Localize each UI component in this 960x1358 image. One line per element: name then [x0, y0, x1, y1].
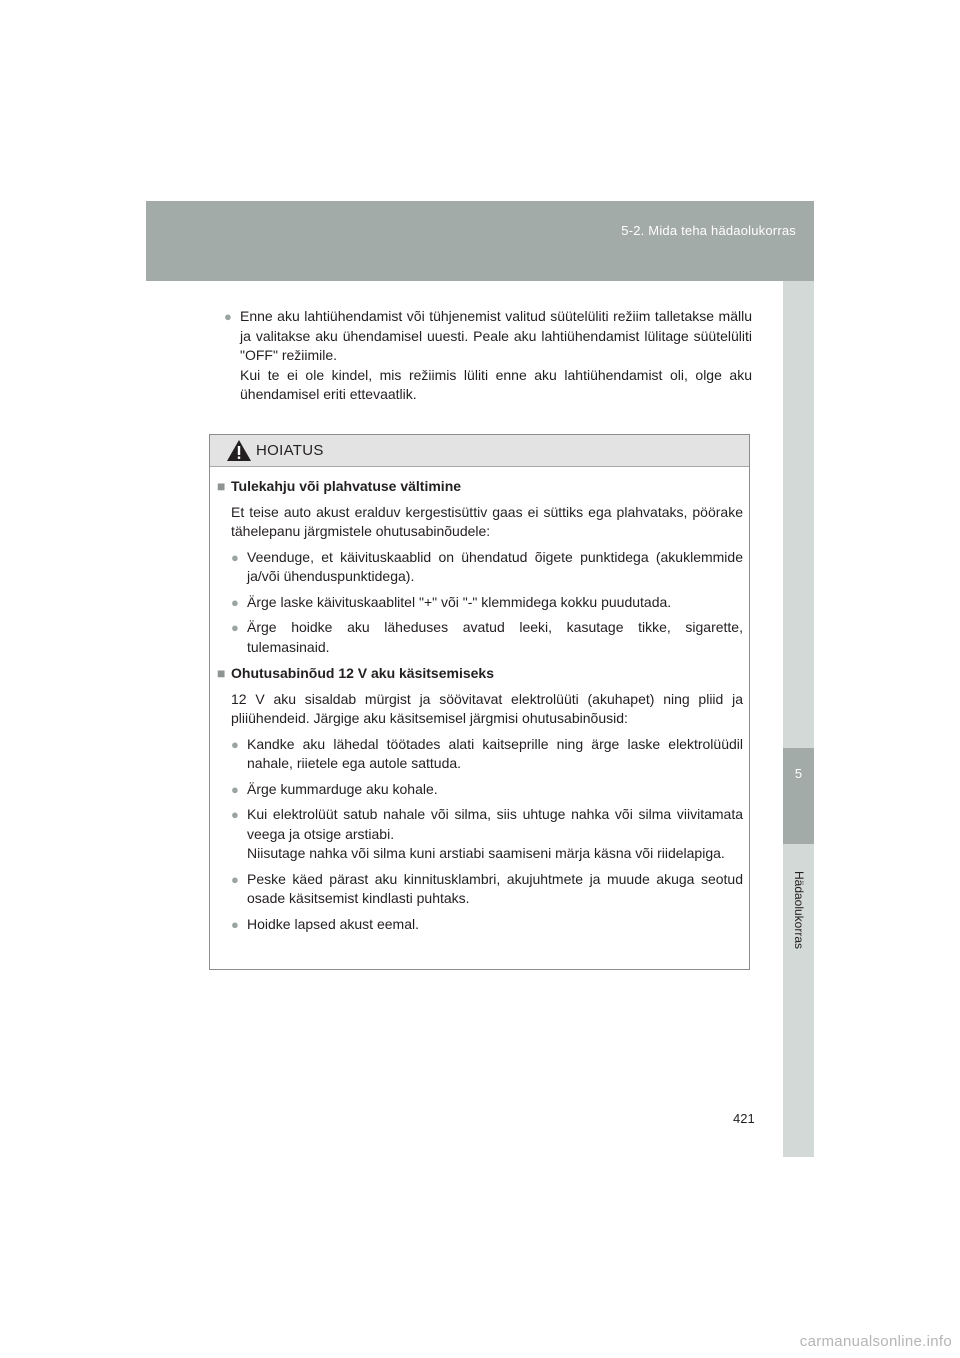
- list-item: ● Kui elektrolüüt satub nahale või silma, siis uhtuge nahka või silma viivitamata veega ja otsige arstiabi. Niisutage nahka või silma kuni arstiabi saamiseni märja käsna või riidelapiga.: [217, 805, 743, 864]
- warning-section-fire: [217, 477, 743, 657]
- square-bullet-icon: ■: [217, 478, 226, 494]
- warning-body: [210, 467, 749, 934]
- intro-note: [224, 307, 752, 405]
- square-bullet-icon: ■: [217, 665, 226, 681]
- section-heading: Ohutusabinõud 12 V aku käsitsemiseks: [231, 665, 494, 681]
- list-item: ● Veenduge, et käivituskaablid on ühendatud õigete punktidega (akuklemmide ja/või ühenduspunktidega).: [217, 548, 743, 587]
- section-intro: Et teise auto akust eralduv kergestisüttiv gaas ei süttiks ega plahvataks, pöörake tähelepanu järgmistele ohutusabinõudele:: [231, 503, 743, 539]
- list-item: ● Ärge laske käivituskaablitel "+" või "-" klemmidega kokku puudutada.: [217, 593, 743, 613]
- section-intro: 12 V aku sisaldab mürgist ja söövitavat elektrolüüti (akuhapet) ning pliid ja pliiühendeid. Järgige aku käsitsemisel järgmisi ohutusabinõusid:: [231, 690, 743, 726]
- chapter-title: [783, 855, 814, 965]
- intro-text: Enne aku lahtiühendamist või tühjenemist valitud süütelüliti režiim talletakse mällu ja valitakse aku ühendamisel uuesti. Peale aku lahtiühendamist lülitage süütelüliti "OFF" režiimile.: [240, 308, 752, 363]
- chapter-tab: [783, 748, 814, 844]
- intro-bullet: [224, 307, 752, 405]
- intro-text-2: Kui te ei ole kindel, mis režiimis lüliti enne aku lahtiühendamist oli, olge aku ühendamisel eriti ettevaatlik.: [240, 366, 752, 402]
- warning-box: [209, 434, 750, 970]
- warning-header: [210, 435, 749, 467]
- section-title: 5-2. Mida teha hädaolukorras: [621, 223, 796, 238]
- circle-bullet-icon: ●: [231, 871, 239, 887]
- chapter-title-text: Hädaolukorras: [791, 870, 806, 950]
- circle-bullet-icon: ●: [231, 594, 239, 610]
- circle-bullet-icon: ●: [224, 309, 232, 324]
- warning-label: HOIATUS: [256, 442, 324, 459]
- list-item: ● Peske käed pärast aku kinnitusklambri, akujuhtmete ja muude akuga seotud osade käsitsemist kindlasti puhtaks.: [217, 870, 743, 909]
- circle-bullet-icon: ●: [231, 807, 239, 822]
- warning-triangle-icon: [226, 439, 252, 462]
- circle-bullet-icon: ●: [231, 620, 239, 635]
- header-band: [146, 201, 814, 281]
- section-heading: Tulekahju või plahvatuse vältimine: [231, 478, 462, 494]
- circle-bullet-icon: ●: [231, 549, 239, 565]
- chapter-number: 5: [794, 766, 803, 781]
- page-number: 421: [733, 1111, 755, 1126]
- list-item: ● Kandke aku lähedal töötades alati kaitseprille ning ärge laske elektrolüüdil nahale, riietele ega autole sattuda.: [217, 735, 743, 774]
- warning-section-battery: [217, 664, 743, 934]
- list-item: ● Hoidke lapsed akust eemal.: [217, 915, 743, 935]
- circle-bullet-icon: ●: [231, 781, 239, 797]
- list-item: ● Ärge kummarduge aku kohale.: [217, 780, 743, 800]
- circle-bullet-icon: ●: [231, 916, 239, 932]
- side-strip: [783, 281, 814, 1157]
- watermark: carmanualsonline.info: [799, 1333, 952, 1350]
- list-item: ● Ärge hoidke aku läheduses avatud leeki, kasutage tikke, sigarette, tulemasinaid.: [217, 618, 743, 657]
- circle-bullet-icon: ●: [231, 736, 239, 752]
